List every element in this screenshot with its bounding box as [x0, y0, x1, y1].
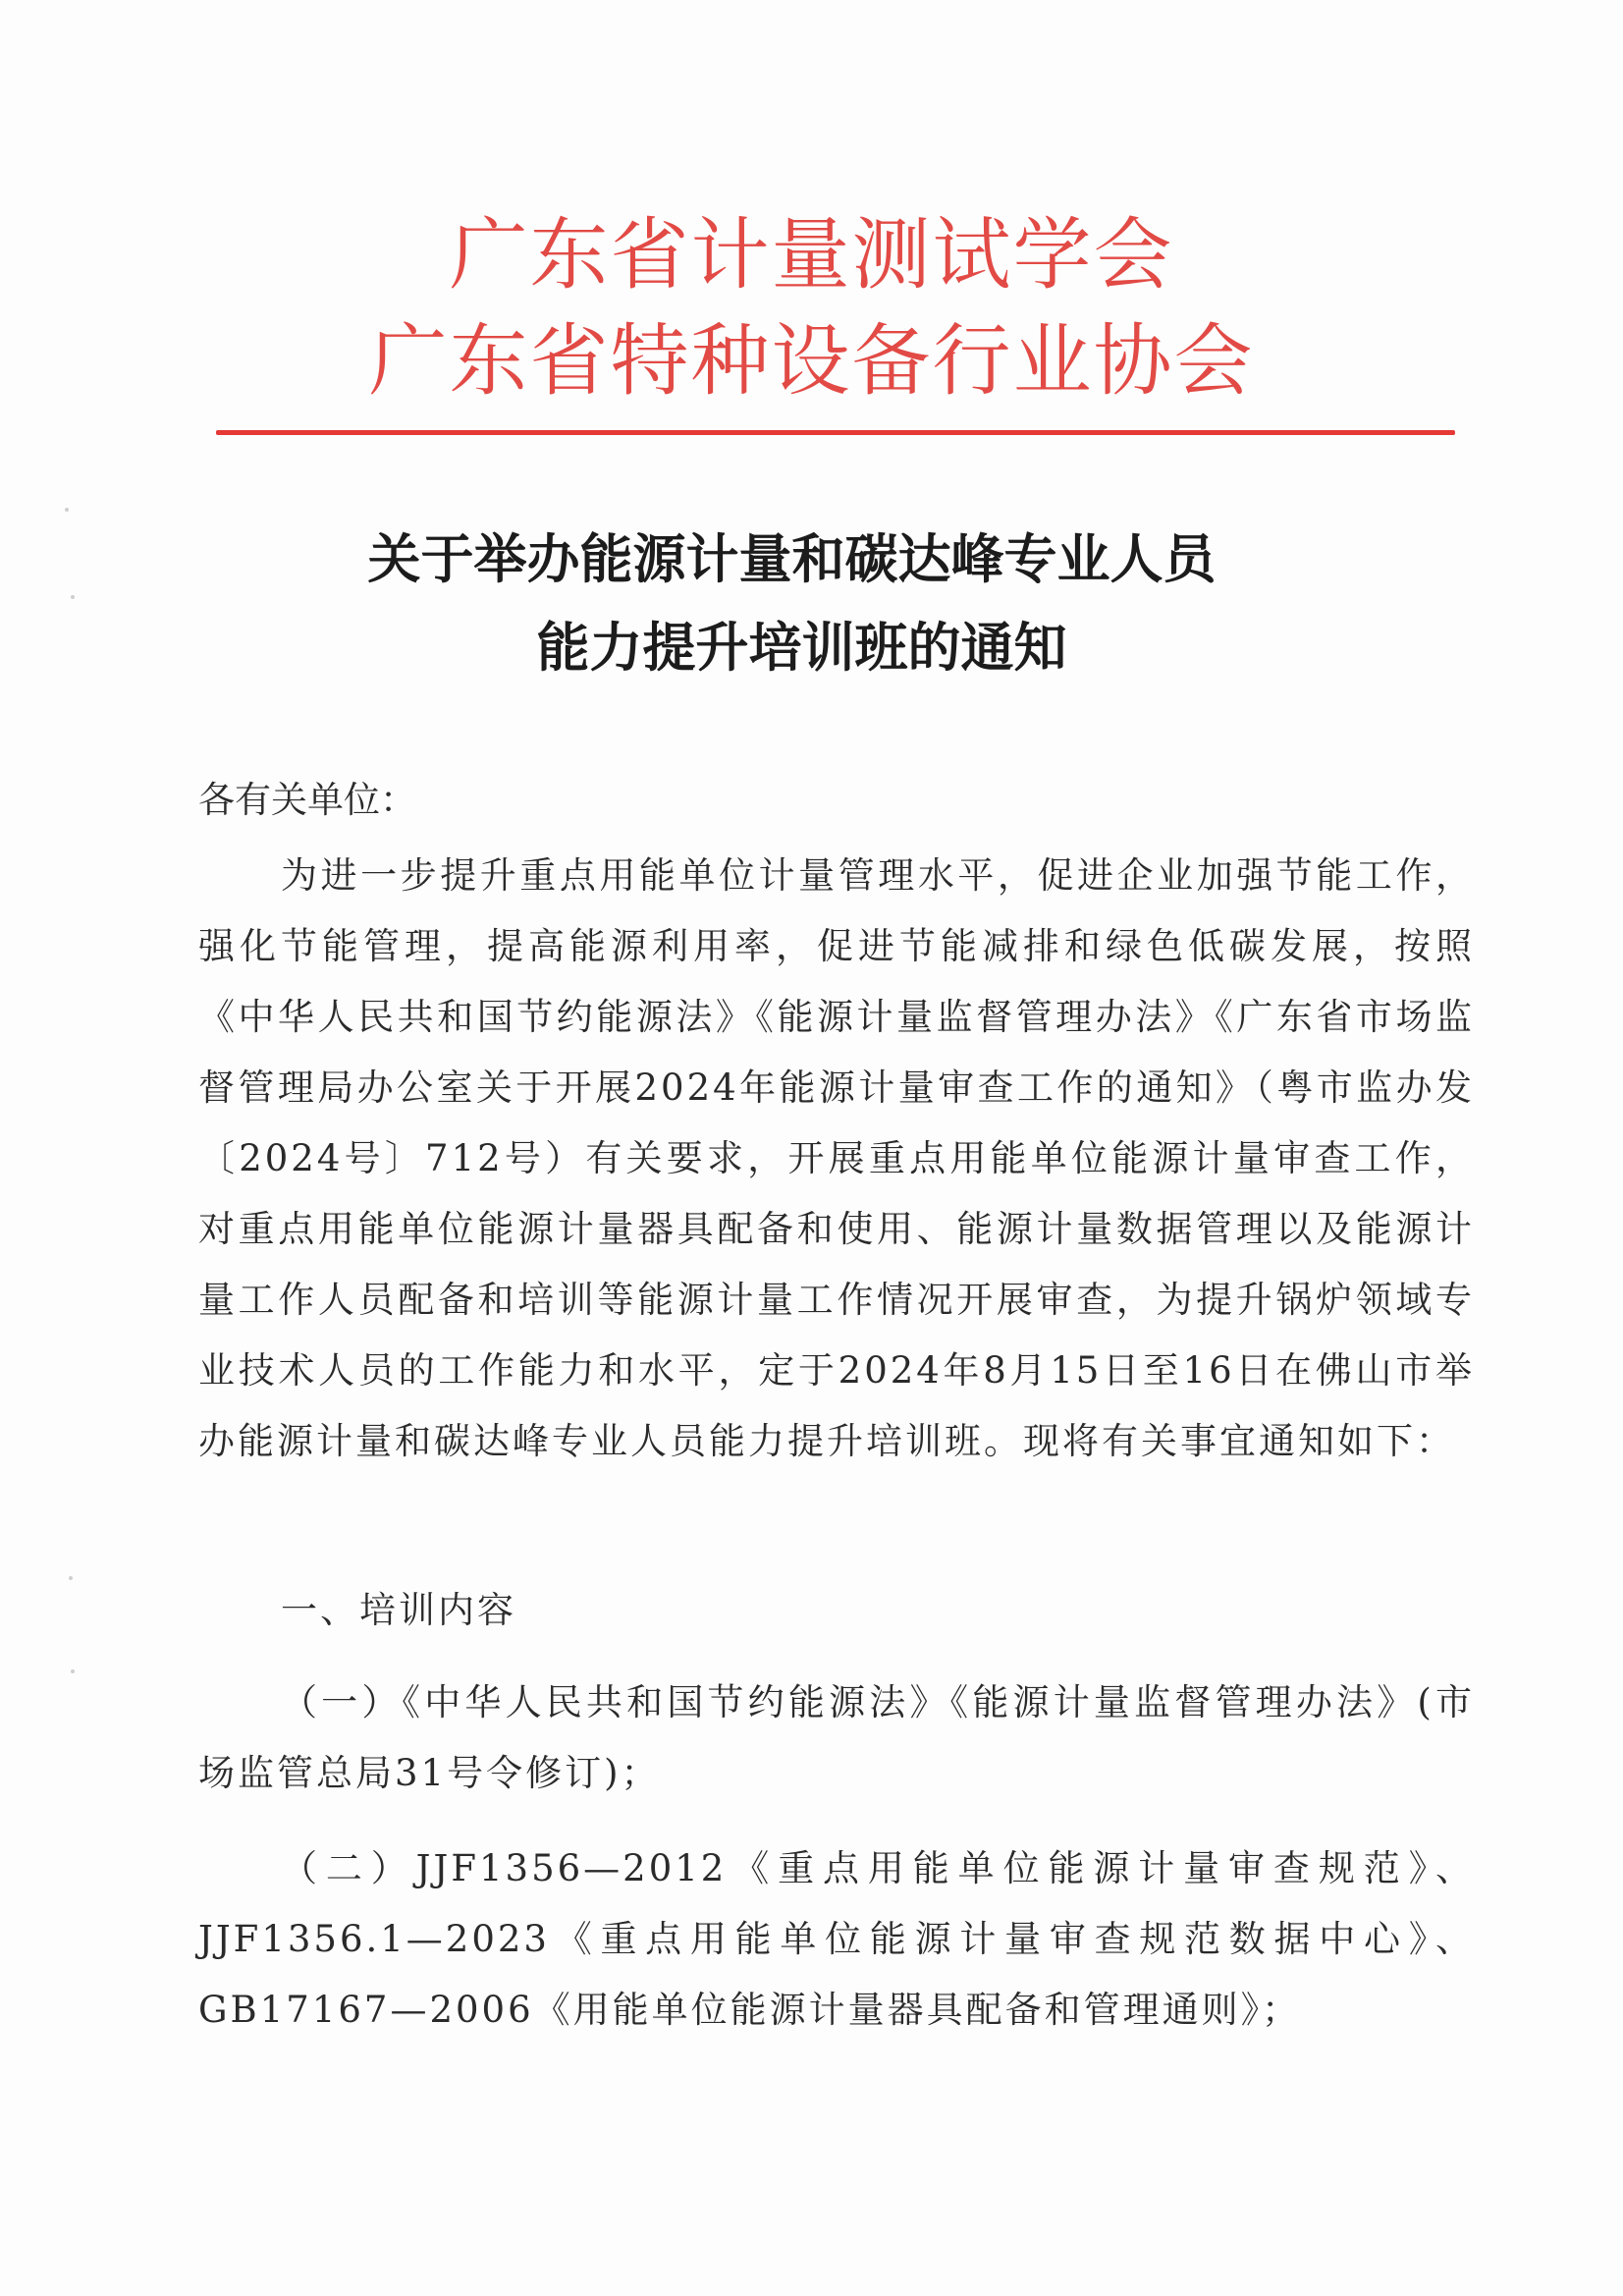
section-heading-training-content: 一、培训内容	[281, 1589, 516, 1631]
scan-speck	[65, 508, 69, 512]
scan-speck	[69, 1576, 73, 1580]
red-header-rule	[216, 430, 1455, 435]
organization-name-2: 广东省特种设备行业协会	[368, 315, 1255, 407]
body-paragraph: 为进一步提升重点用能单位计量管理水平，促进企业加强节能工作，强化节能管理，提高能源利用率，促进节能减排和绿色低碳发展，按照《中华人民共和国节约能源法》《能源计量监督管理办法》《广东省市场监督管理局办公室关于开展2024年能源计量审查工作的通知》（粤市监办发〔2024号〕712号）有关要求，开展重点用能单位能源计量审查工作，对重点用能单位能源计量器具配备和使用、能源计量数据管理以及能源计量工作人员配备和培训等能源计量工作情况开展审查，为提升锅炉领域专业技术人员的工作能力和水平，定于2024年8月15日至16日在佛山市举办能源计量和碳达峰专业人员能力提升培训班。现将有关事宜通知如下：	[198, 854, 1475, 1462]
training-item-1: （一）《中华人民共和国节约能源法》《能源计量监督管理办法》(市场监管总局31号令修订)；	[198, 1681, 1475, 1794]
notice-title-line-1: 关于举办能源计量和碳达峰专业人员	[367, 528, 1217, 590]
notice-title-line-2: 能力提升培训班的通知	[536, 617, 1067, 679]
scan-speck	[71, 1669, 75, 1673]
scan-speck	[71, 595, 75, 599]
training-item-2: （二）JJF1356—2012《重点用能单位能源计量审查规范》、JJF1356.1—2023《重点用能单位能源计量审查规范数据中心》、GB17167—2006《用能单位能源计量器具配备和管理通则》；	[198, 1847, 1475, 2031]
salutation: 各有关单位：	[198, 779, 416, 821]
organization-name-1: 广东省计量测试学会	[449, 209, 1174, 301]
